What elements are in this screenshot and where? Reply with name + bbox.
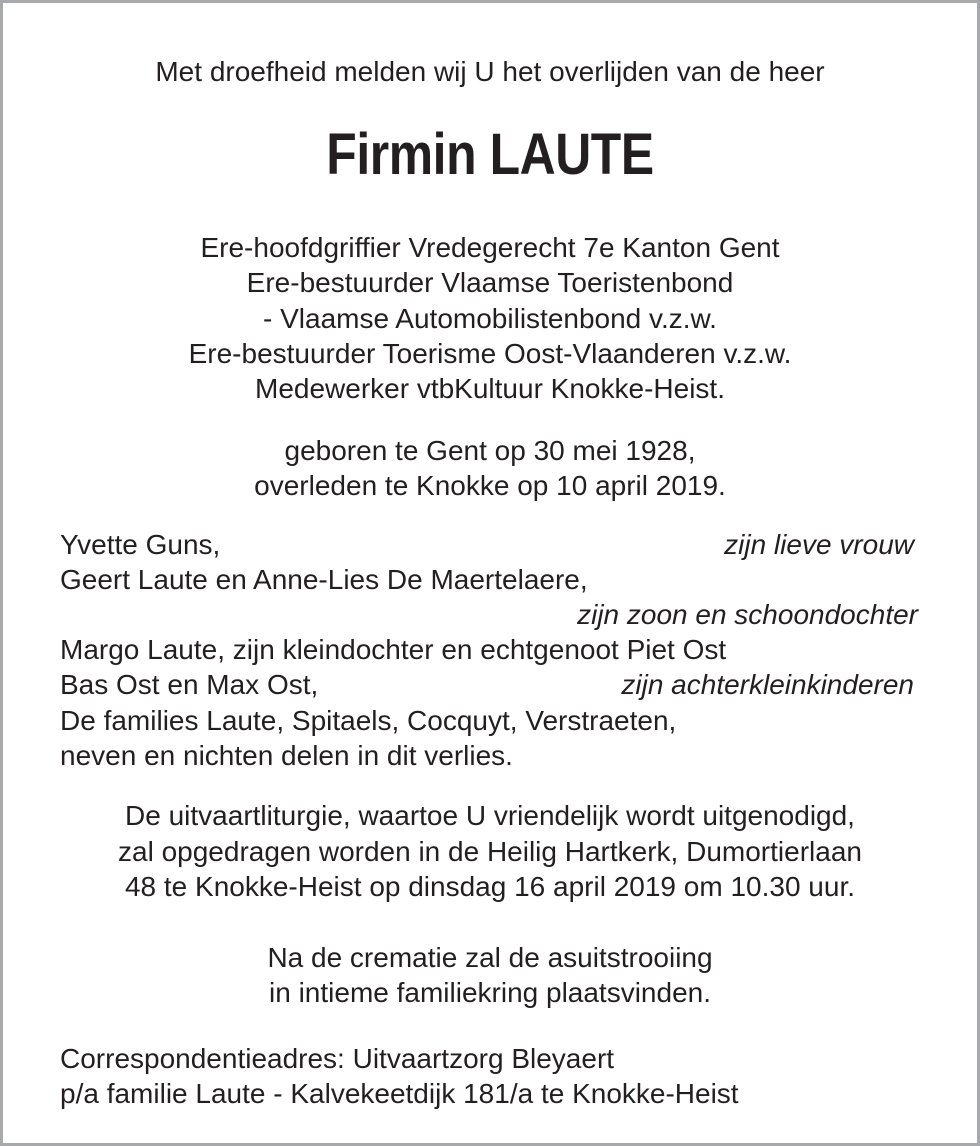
cremation-line: Na de crematie zal de asuitstrooiing: [267, 942, 713, 973]
correspondence-line: Correspondentieadres: Uitvaartzorg Bleyaert: [60, 1043, 615, 1074]
cremation-line: in intieme familiekring plaatsvinden.: [269, 977, 711, 1008]
son-names: Geert Laute en Anne-Lies De Maertelaere,: [60, 564, 588, 595]
title-line: Ere-hoofdgriffier Vredegerecht 7e Kanton Gent: [200, 232, 780, 263]
title-line: Ere-bestuurder Vlaamse Toeristenbond: [246, 267, 734, 298]
birth-date: geboren te Gent op 30 mei 1928,: [284, 435, 696, 466]
funeral-line: 48 te Knokke-Heist op dinsdag 16 april 2019 om 10.30 uur.: [124, 871, 856, 902]
intro-text: Met droefheid melden wij U het overlijden van de heer: [155, 56, 825, 87]
title-line: Medewerker vtbKultuur Knokke-Heist.: [255, 373, 725, 404]
great-grandchildren-relation: zijn achterkleinkinderen: [621, 669, 914, 700]
great-grandchildren-names: Bas Ost en Max Ost,: [60, 669, 319, 700]
title-line: - Vlaamse Automobilistenbond v.z.w.: [263, 303, 717, 334]
title-line: Ere-bestuurder Toerisme Oost-Vlaanderen v.z.w.: [188, 338, 792, 369]
families-line: De families Laute, Spitaels, Cocquyt, Verstraeten,: [60, 705, 677, 736]
granddaughter-line: Margo Laute, zijn kleindochter en echtgenoot Piet Ost: [60, 634, 727, 665]
death-date: overleden te Knokke op 10 april 2019.: [254, 470, 726, 501]
funeral-line: De uitvaartliturgie, waartoe U vriendelijk wordt uitgenodigd,: [125, 800, 855, 831]
relatives-line: neven en nichten delen in dit verlies.: [60, 740, 513, 771]
wife-name: Yvette Guns,: [60, 529, 221, 560]
wife-relation: zijn lieve vrouw: [724, 529, 914, 560]
deceased-name: Firmin LAUTE: [326, 122, 654, 187]
son-relation: zijn zoon en schoondochter: [577, 599, 918, 630]
correspondence-line: p/a familie Laute - Kalvekeetdijk 181/a te Knokke-Heist: [60, 1078, 739, 1109]
funeral-line: zal opgedragen worden in de Heilig Hartkerk, Dumortierlaan: [118, 836, 862, 867]
